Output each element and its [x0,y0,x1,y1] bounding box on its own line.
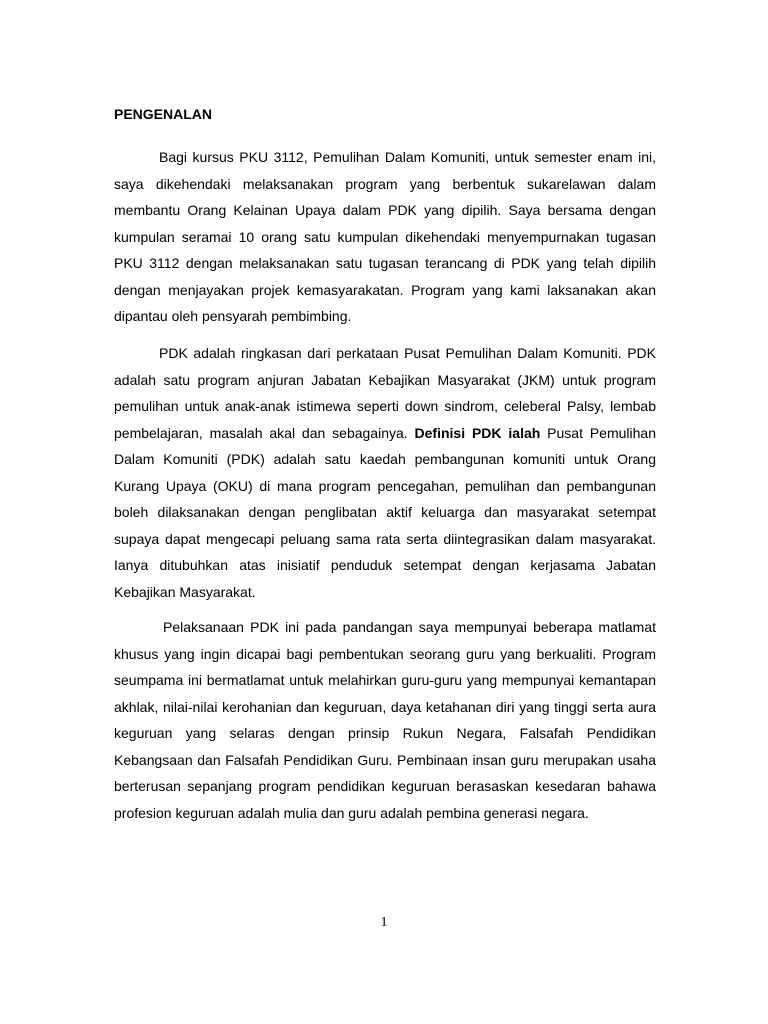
paragraph-2 [114,340,656,605]
definition-bold-text: Definisi PDK ialah [414,424,541,441]
section-heading: PENGENALAN [114,106,213,122]
paragraph-3: Pelaksanaan PDK ini pada pandangan saya mempunyai beberapa matlamat khusus yang ingin dicapai bagi pembentukan seorang guru yang berkualiti. Program seumpama ini bermatlamat untuk melahirkan guru-guru yang mempunyai kemantapan akhlak, nilai-nilai kerohanian dan keguruan, daya ketahanan diri yang tinggi serta aura keguruan yang selaras dengan prinsip Rukun Negara, Falsafah Pendidikan Kebangsaan dan Falsafah Pendidikan Guru. Pembinaan insan guru merupakan usaha berterusan sepanjang program pendidikan keguruan berasaskan kesedaran bahawa profesion keguruan adalah mulia dan guru adalah pembina generasi negara. [114,619,656,821]
page-number: 1 [380,915,388,930]
paragraph-2-text-start: PDK adalah ringkasan dari perkataan Pusat Pemulihan Dalam Komuniti. PDK adalah satu program anjuran Jabatan Kebajikan Masyarakat (JKM) untuk program pemulihan untuk anak-anak istimewa seperti down sindrom, celeberal Palsy, lembab pembelajaran, masalah akal dan sebagainya. [114,345,656,441]
paragraph-1: Bagi kursus PKU 3112, Pemulihan Dalam Komuniti, untuk semester enam ini, saya dikehendaki melaksanakan program yang berbentuk sukarelawan dalam membantu Orang Kelainan Upaya dalam PDK yang dipilih. Saya bersama dengan kumpulan seramai 10 orang satu kumpulan dikehendaki menyempurnakan tugasan PKU 3112 dengan melaksanakan satu tugasan terancang di PDK yang telah dipilih dengan menjayakan projek kemasyarakatan. Program yang kami laksanakan akan dipantau oleh pensyarah pembimbing. [114,149,656,324]
paragraph-2-text-end: Pusat Pemulihan Dalam Komuniti (PDK) adalah satu kaedah pembangunan komuniti untuk Orang Kurang Upaya (OKU) di mana program pencegahan, pemulihan dan pembangunan boleh dilaksanakan dengan penglibatan aktif keluarga dan masyarakat setempat supaya dapat mengecapi peluang sama rata serta diintegrasikan dalam masyarakat. Ianya ditubuhkan atas inisiatif penduduk setempat dengan kerjasama Jabatan Kebajikan Masyarakat. [114,424,656,600]
